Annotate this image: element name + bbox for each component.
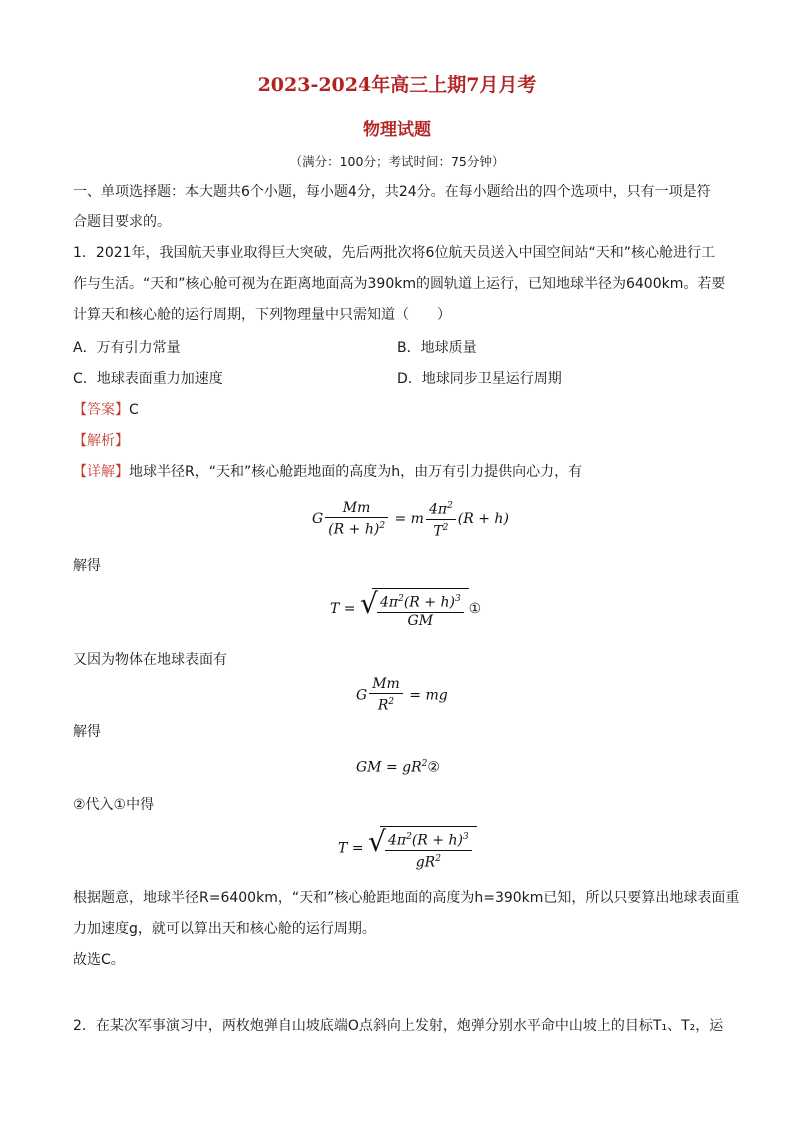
q1-stem-line1: 1．2021年，我国航天事业取得巨大突破，先后两批次将6位航天员送入中国空间站“天和”核心舱进行工	[73, 245, 715, 261]
q1-option-a: A．万有引力常量	[73, 340, 181, 356]
detail-text: 地球半径R，“天和”核心舱距地面的高度为h，由万有引力提供向心力，有	[129, 464, 583, 480]
equation-surface-gravity: G $\frac{Mm}{R^2}$ = mg	[356, 676, 448, 714]
q1-detail	[73, 462, 582, 482]
section-heading-line1: 一、单项选择题：本大题共6个小题，每小题4分，共24分。在每小题给出的四个选项中，只有一项是符	[73, 184, 711, 200]
equation-mark-2: ②	[427, 759, 440, 776]
conclusion-line1: 根据题意，地球半径R=6400km，“天和”核心舱距地面的高度为h=390km已知，所以只要算出地球表面重	[73, 890, 740, 906]
equation-period-gr2: T = √ $\frac{4\pi^2(R + h)^3}{gR^2}$	[338, 826, 477, 871]
exam-info: （满分：100分；考试时间：75分钟）	[289, 154, 505, 169]
solve-label-2: 解得	[73, 724, 101, 740]
answer-label: 【答案】	[73, 402, 129, 418]
answer-value: C	[129, 402, 139, 418]
q1-answer	[73, 400, 139, 420]
conclusion-line2: 力加速度g，就可以算出天和核心舱的运行周期。	[73, 921, 376, 937]
substitute-text: ②代入①中得	[73, 797, 155, 813]
equation-gravity-centripetal: G $\frac{Mm}{(R + h)^2}$ = m $\frac{4\pi^2}{T^2}$ (R + h)	[312, 499, 509, 540]
q1-option-d: D．地球同步卫星运行周期	[397, 371, 562, 387]
analysis-label: 【解析】	[73, 433, 129, 449]
surface-condition-text: 又因为物体在地球表面有	[73, 652, 227, 668]
equation-mark-1: ①	[468, 600, 482, 617]
q1-option-c: C．地球表面重力加速度	[73, 371, 223, 387]
q1-stem-line2: 作与生活。“天和”核心舱可视为在距离地面高为390km的圆轨道上运行，已知地球半径为6400km。若要	[73, 276, 726, 292]
equation-period-gm: T = √ $\frac{4\pi^2(R + h)^3}{GM}$ ①	[330, 587, 482, 629]
solve-label-1: 解得	[73, 558, 101, 574]
detail-label: 【详解】	[73, 464, 129, 480]
q1-stem-line3: 计算天和核心舱的运行周期，下列物理量中只需知道（ ）	[73, 307, 451, 323]
equation-gm-gr2: GM = $gR^2②$	[356, 759, 440, 776]
q1-option-b: B．地球质量	[397, 340, 477, 356]
final-choice: 故选C。	[73, 952, 125, 968]
exam-title: 2023-2024年高三上期7月月考	[257, 74, 537, 96]
section-heading-line2: 合题目要求的。	[73, 214, 171, 230]
q2-stem-line1: 2．在某次军事演习中，两枚炮弹自山坡底端O点斜向上发射，炮弹分别水平命中山坡上的目标T₁、T₂，运	[73, 1018, 724, 1034]
subject-title: 物理试题	[363, 120, 431, 140]
